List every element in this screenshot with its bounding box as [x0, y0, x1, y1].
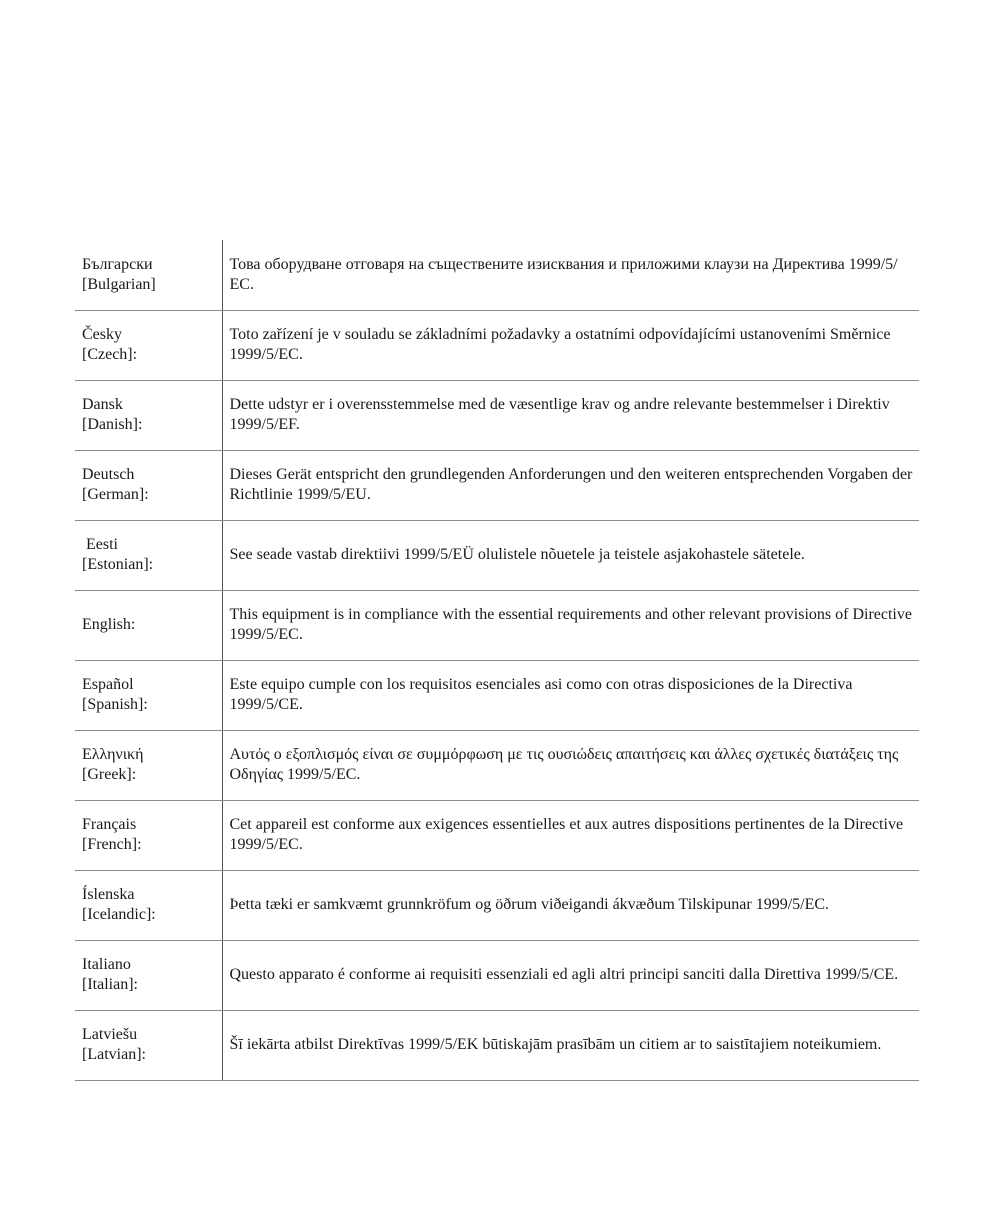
language-native-name: Latviešu [82, 1026, 138, 1043]
declaration-text: Þetta tæki er samkvæmt grunnkröfum og öðrum viðeigandi ákvæðum Tilskipunar 1999/5/EC. [222, 870, 919, 940]
declaration-text: Αυτός ο εξοπλισμός είναι σε συμμόρφωση με τις ουσιώδεις απαιτήσεις και άλλες σχετικές διατάξεις της Οδηγίας 1999/5/EC. [222, 730, 919, 800]
language-native-name: Íslenska [82, 886, 135, 903]
table-row [75, 380, 919, 450]
language-english-name: [Danish]: [82, 416, 143, 433]
language-english-name: [Greek]: [82, 766, 137, 783]
table-row [75, 310, 919, 380]
language-native-name: English: [82, 616, 136, 633]
language-cell [75, 380, 222, 450]
table-row [75, 940, 919, 1010]
language-english-name: [German]: [82, 486, 149, 503]
declaration-text: Dieses Gerät entspricht den grundlegenden Anforderungen und den weiteren entsprechenden Vorgaben der Richtlinie 1999/5/EU. [222, 450, 919, 520]
declaration-text: Dette udstyr er i overensstemmelse med de væsentlige krav og andre relevante bestemmelser i Direktiv 1999/5/EF. [222, 380, 919, 450]
language-english-name: [Czech]: [82, 346, 138, 363]
language-native-name: Български [82, 255, 153, 273]
language-cell [75, 940, 222, 1010]
declaration-text: Cet appareil est conforme aux exigences essentielles et aux autres dispositions pertinentes de la Directive 1999/5/EC. [222, 800, 919, 870]
language-cell [75, 240, 222, 310]
language-english-name: [Icelandic]: [82, 906, 156, 923]
language-cell [75, 870, 222, 940]
language-english-name: [Bulgarian] [82, 275, 156, 293]
table-row [75, 800, 919, 870]
language-cell [75, 520, 222, 590]
language-cell [75, 1010, 222, 1080]
language-cell [75, 450, 222, 520]
language-cell [75, 800, 222, 870]
table-row [75, 240, 919, 310]
declaration-text: Questo apparato é conforme ai requisiti essenziali ed agli altri principi sanciti dalla Direttiva 1999/5/CE. [222, 940, 919, 1010]
table-row [75, 1010, 919, 1080]
table-row [75, 450, 919, 520]
language-native-name: Deutsch [82, 466, 135, 483]
language-english-name: [Italian]: [82, 976, 138, 993]
language-native-name: Dansk [82, 396, 123, 413]
language-cell [75, 590, 222, 660]
language-native-name: Français [82, 816, 137, 833]
language-native-name: Español [82, 676, 134, 693]
declaration-text: Toto zařízení je v souladu se základními požadavky a ostatními odpovídajícími ustanoveními Směrnice 1999/5/EC. [222, 310, 919, 380]
language-cell [75, 660, 222, 730]
language-native-name: Ελληνική [82, 746, 144, 763]
declaration-table [75, 240, 919, 1081]
declaration-text: See seade vastab direktiivi 1999/5/EÜ olulistele nõuetele ja teistele asjakohastele sätetele. [222, 520, 919, 590]
language-native-name: Eesti [86, 536, 118, 553]
table-row [75, 520, 919, 590]
language-cell [75, 730, 222, 800]
table-row [75, 590, 919, 660]
declaration-text: Este equipo cumple con los requisitos esenciales asi como con otras disposiciones de la Directiva 1999/5/CE. [222, 660, 919, 730]
table-row [75, 660, 919, 730]
language-cell [75, 310, 222, 380]
declaration-text: Šī iekārta atbilst Direktīvas 1999/5/EK būtiskajām prasībām un citiem ar to saistītajiem noteikumiem. [222, 1010, 919, 1080]
language-english-name: [Estonian]: [82, 556, 154, 573]
table-row [75, 730, 919, 800]
language-english-name: [Spanish]: [82, 696, 148, 713]
declaration-text: Това оборудване отговаря на съществените изисквания и приложими клаузи на Директива 1999/5/ЕС. [222, 240, 919, 310]
language-english-name: [Latvian]: [82, 1046, 146, 1063]
declaration-text: This equipment is in compliance with the essential requirements and other relevant provisions of Directive 1999/5/EC. [222, 590, 919, 660]
language-native-name: Česky [82, 326, 122, 343]
language-english-name: [French]: [82, 836, 142, 853]
language-native-name: Italiano [82, 956, 131, 973]
table-row [75, 870, 919, 940]
